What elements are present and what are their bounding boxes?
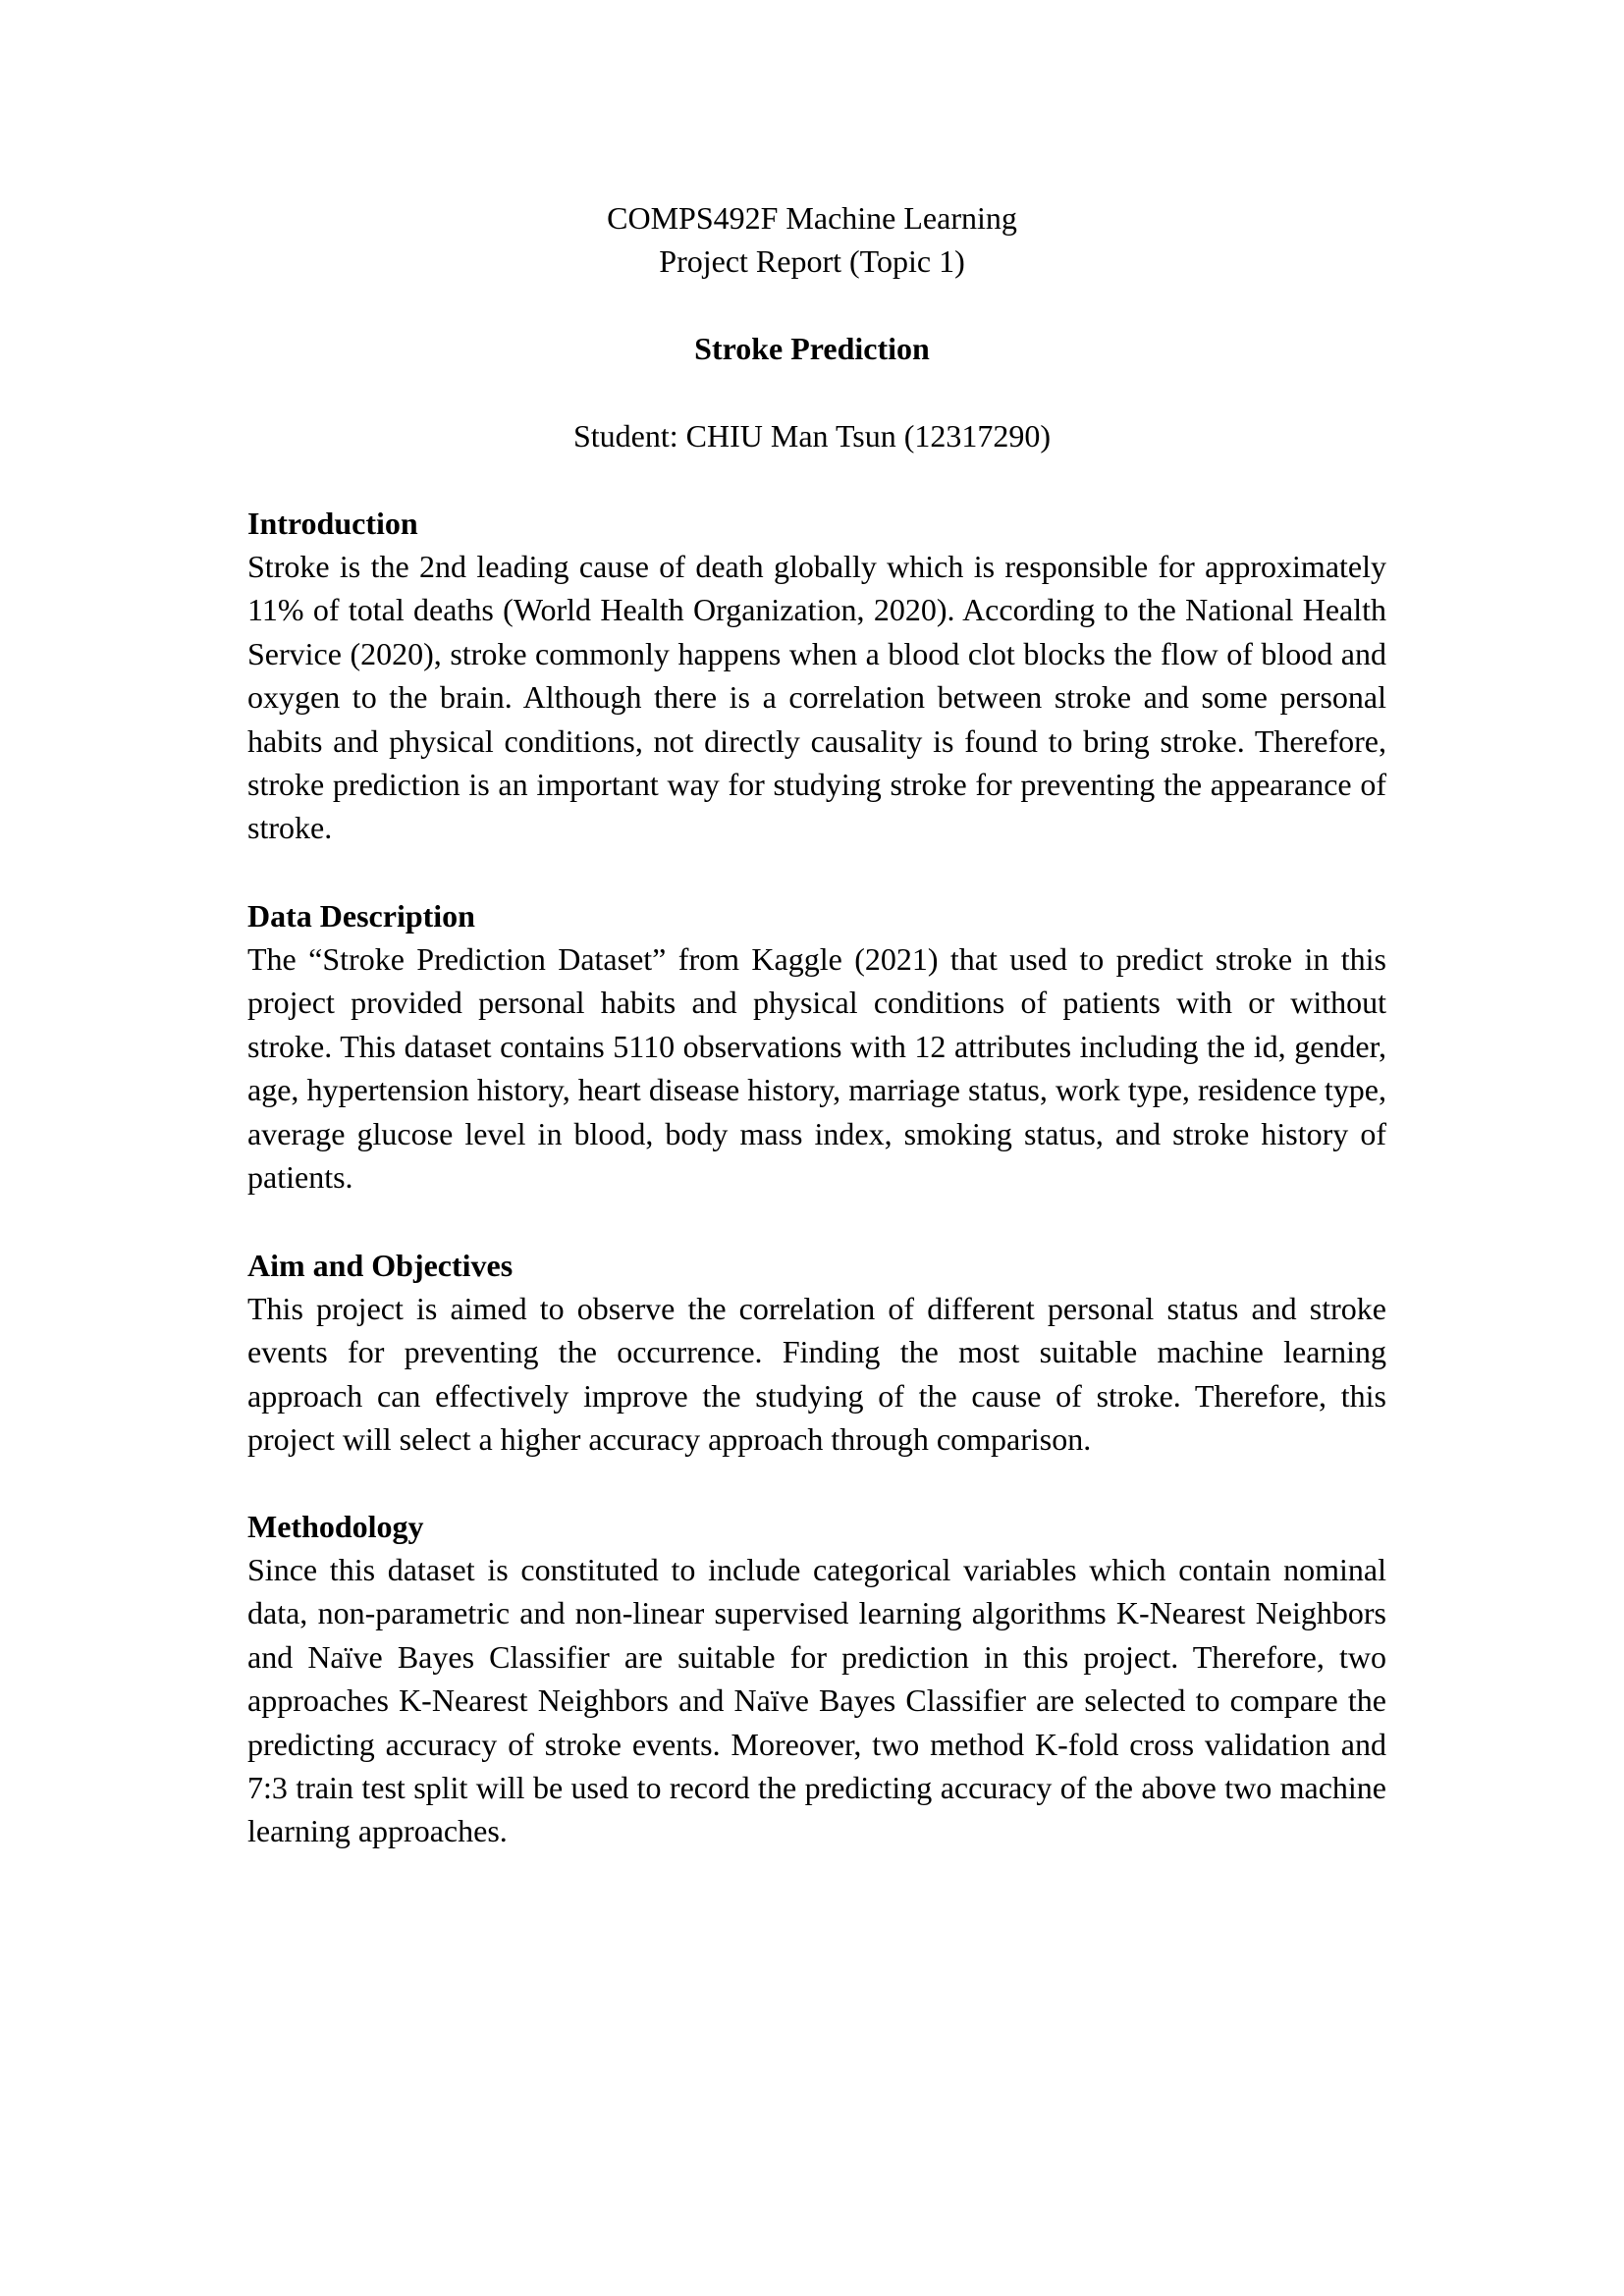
- data-description-paragraph: The “Stroke Prediction Dataset” from Kaggle (2021) that used to predict stroke in this project provided personal habits and physical conditions of patients with or without stroke. This dataset contains 5110 observations with 12 attributes including the id, gender, age, hypertension history, heart disease history, marriage status, work type, residence type, average glucose level in blood, body mass index, smoking status, and stroke history of patients.: [247, 941, 1386, 1196]
- data-description-heading: Data Description: [247, 898, 475, 934]
- aim-objectives-paragraph: This project is aimed to observe the correlation of different personal status and stroke events for preventing the occurrence. Finding the most suitable machine learning approach can effectively improve the studying of the cause of stroke. Therefore, this project will select a higher accuracy approach through comparison.: [247, 1291, 1386, 1458]
- student-line: Student: CHIU Man Tsun (12317290): [572, 418, 1052, 454]
- methodology-heading: Methodology: [247, 1509, 424, 1544]
- data-description-section: [247, 894, 1386, 1199]
- introduction-paragraph: Stroke is the 2nd leading cause of death globally which is responsible for approximately 11% of total deaths (World Health Organization, 2020). According to the National Health Service (2020), stroke commonly happens when a blood clot blocks the flow of blood and oxygen to the brain. Although there is a correlation between stroke and some personal habits and physical conditions, not directly causality is found to bring stroke. Therefore, stroke prediction is an important way for studying stroke for preventing the appearance of stroke.: [247, 549, 1386, 846]
- methodology-section: [247, 1505, 1386, 1853]
- document-title: Stroke Prediction: [694, 331, 930, 366]
- aim-objectives-heading: Aim and Objectives: [247, 1248, 514, 1283]
- introduction-heading: Introduction: [247, 506, 418, 541]
- methodology-paragraph: Since this dataset is constituted to include categorical variables which contain nominal data, non-parametric and non-linear supervised learning algorithms K-Nearest Neighbors and Naïve Bayes Classifier are suitable for prediction in this project. Therefore, two approaches K-Nearest Neighbors and Naïve Bayes Classifier are selected to compare the predicting accuracy of stroke events. Moreover, two method K-fold cross validation and 7:3 train test split will be used to record the predicting accuracy of the above two machine learning approaches.: [247, 1552, 1386, 1849]
- course-title-line: COMPS492F Machine Learning: [607, 200, 1017, 236]
- introduction-section: [247, 502, 1386, 850]
- aim-objectives-section: [247, 1244, 1386, 1462]
- report-title-line: Project Report (Topic 1): [659, 243, 965, 279]
